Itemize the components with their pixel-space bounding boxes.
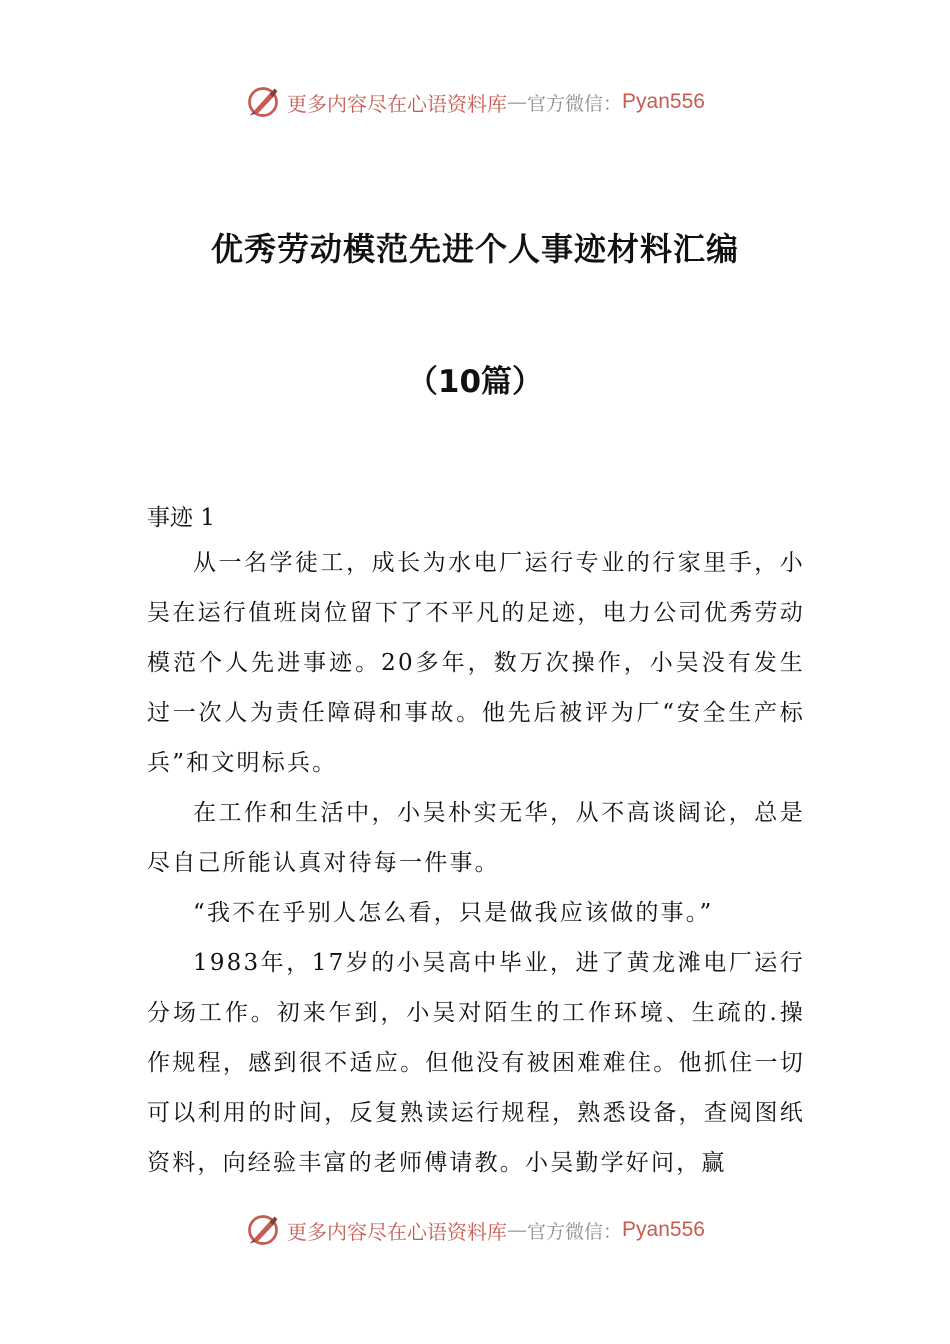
document-subtitle: （10篇） <box>406 364 544 400</box>
pen-nib-logo-icon <box>245 1212 281 1248</box>
watermark-wechat-id: Pyan556 <box>622 90 705 113</box>
paragraph: 从一名学徒工，成长为水电厂运行专业的行家里手，小吴在运行值班岗位留下了不平凡的足迹，电力公司优秀劳动模范个人先进事迹。20多年，数万次操作，小吴没有发生过一次人为责任障碍和事故。他先后被评为厂“安全生产标兵”和文明标兵。 <box>147 550 805 776</box>
footer-watermark <box>0 1210 950 1250</box>
watermark-text: 更多内容尽在心语资料库 <box>287 91 508 116</box>
watermark-wechat-label: 官方微信： <box>527 1220 623 1243</box>
watermark-wechat-id: Pyan556 <box>622 1218 705 1241</box>
quote-paragraph: “我不在乎别人怎么看，只是做我应该做的事。” <box>193 900 714 926</box>
watermark-wechat-label: 官方微信： <box>527 92 623 115</box>
paragraph: 1983年，17岁的小吴高中毕业，进了黄龙滩电厂运行分场工作。初来乍到，小吴对陌生的工作环境、生疏的.操作规程，感到很不适应。但他没有被困难难住。他抓住一切可以利用的时间，反复熟读运行规程，熟悉设备，查阅图纸资料，向经验丰富的老师傅请教。小吴勤学好问，赢 <box>147 950 805 1176</box>
watermark-separator: — <box>507 1218 528 1242</box>
paragraph: 在工作和生活中，小吴朴实无华，从不高谈阔论，总是尽自己所能认真对待每一件事。 <box>147 800 805 876</box>
header-watermark <box>0 82 950 122</box>
section-heading: 事迹 1 <box>147 505 215 531</box>
document-title: 优秀劳动模范先进个人事迹材料汇编 <box>210 230 739 268</box>
watermark-separator: — <box>507 90 528 114</box>
watermark-text: 更多内容尽在心语资料库 <box>287 1219 508 1244</box>
pen-nib-logo-icon <box>245 84 281 120</box>
document-body <box>147 498 805 1188</box>
